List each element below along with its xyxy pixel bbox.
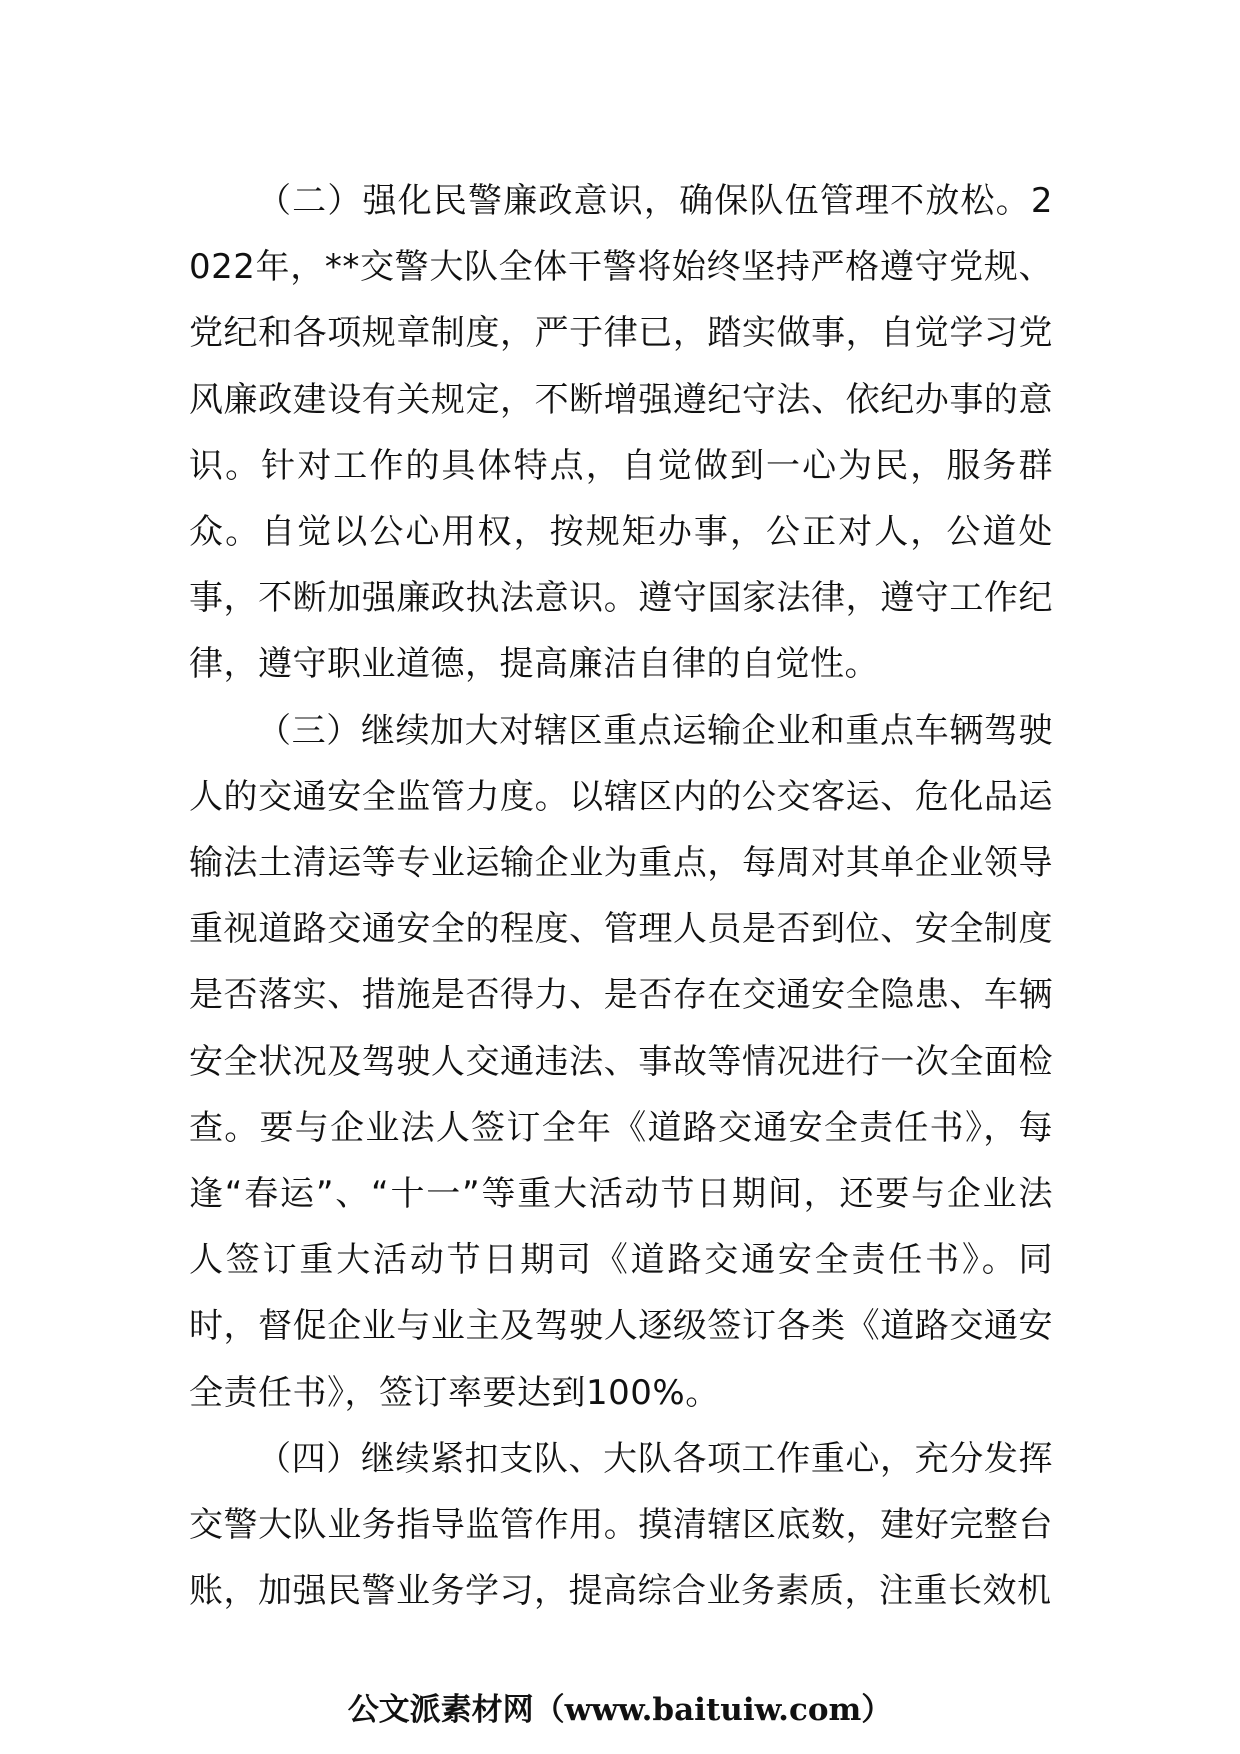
- footer-watermark: 公文派素材网（www.baituiw.com）: [347, 1692, 893, 1728]
- document-body: [189, 168, 1053, 1624]
- paragraph-4: （四）继续紧扣支队、大队各项工作重心，充分发挥交警大队业务指导监管作用。摸清辖区底数，建好完整台账，加强民警业务学习，提高综合业务素质，注重长效机: [189, 1438, 1053, 1612]
- paragraph-3: （三）继续加大对辖区重点运输企业和重点车辆驾驶人的交通安全监管力度。以辖区内的公交客运、危化品运输法土清运等专业运输企业为重点，每周对其单企业领导重视道路交通安全的程度、管理人员是否到位、安全制度是否落实、措施是否得力、是否存在交通安全隐患、车辆安全状况及驾驶人交通违法、事故等情况进行一次全面检查。要与企业法人签订全年《道路交通安全责任书》，每逢“春运”、“十一”等重大活动节日期间，还要与企业法人签订重大活动节日期司《道路交通安全责任书》。同时，督促企业与业主及驾驶人逐级签订各类《道路交通安全责任书》，签订率要达到100%。: [189, 710, 1053, 1413]
- paragraph-2: （二）强化民警廉政意识，确保队伍管理不放松。2022年，**交警大队全体干警将始终坚持严格遵守党规、党纪和各项规章制度，严于律已，踏实做事，自觉学习党风廉政建设有关规定，不断增强遵纪守法、依纪办事的意识。针对工作的具体特点，自觉做到一心为民，服务群众。自觉以公心用权，按规矩办事，公正对人，公道处事，不断加强廉政执法意识。遵守国家法律，遵守工作纪律，遵守职业道德，提高廉洁自律的自觉性。: [189, 181, 1053, 685]
